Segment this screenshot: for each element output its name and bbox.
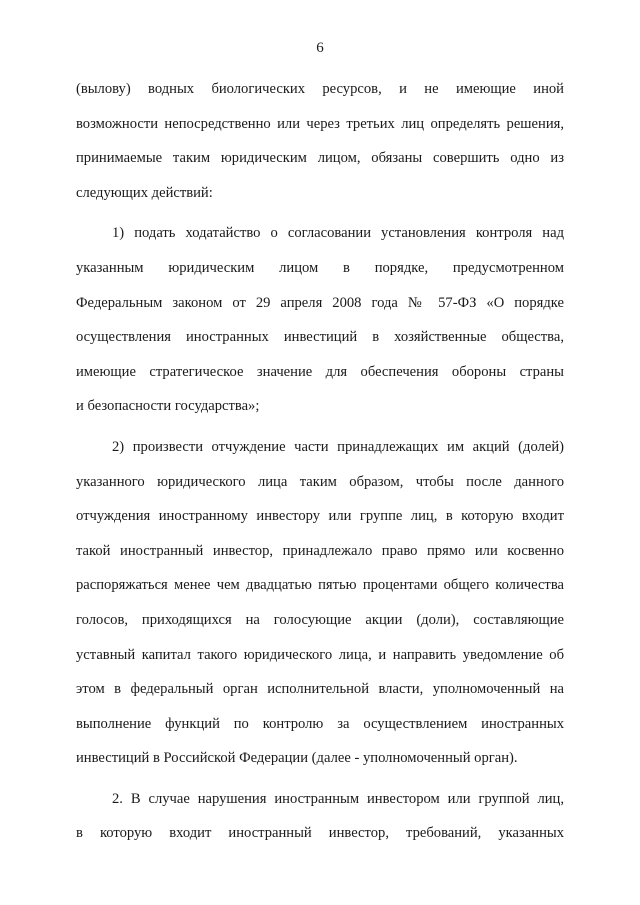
text-line: голосов, приходящихся на голосующие акции (доли), составляющие (76, 611, 564, 628)
text-line: 2. В случае нарушения иностранным инвестором или группой лиц, (112, 790, 564, 807)
page-number: 6 (316, 40, 324, 56)
text-line: такой иностранный инвестор, принадлежало право прямо или косвенно (76, 542, 564, 559)
text-line: инвестиций в Российской Федерации (далее - уполномоченный орган). (76, 750, 518, 767)
text-line: и безопасности государства»; (76, 398, 260, 415)
text-line: возможности непосредственно или через третьих лиц определять решения, (76, 115, 564, 132)
text-line: указанного юридического лица таким образом, чтобы после данного (76, 473, 564, 490)
text-line: этом в федеральный орган исполнительной власти, уполномоченный на (76, 681, 564, 698)
text-line: 1) подать ходатайство о согласовании установления контроля над (112, 225, 564, 242)
text-line: Федеральным законом от 29 апреля 2008 года № 57-ФЗ «О порядке (76, 294, 564, 311)
text-line: отчуждения иностранному инвестору или группе лиц, в которую входит (76, 508, 564, 525)
text-line: 2) произвести отчуждение части принадлежащих им акций (долей) (112, 438, 564, 455)
text-line: принимаемые таким юридическим лицом, обязаны совершить одно из (76, 150, 564, 167)
text-line: следующих действий: (76, 184, 213, 201)
text-line: (вылову) водных биологических ресурсов, и не имеющие иной (76, 81, 564, 97)
text-line: осуществления иностранных инвестиций в хозяйственные общества, (76, 329, 564, 346)
text-line: распоряжаться менее чем двадцатью пятью процентами общего количества (76, 577, 564, 594)
text-line: выполнение функций по контролю за осуществлением иностранных (76, 715, 564, 732)
text-line: имеющие стратегическое значение для обеспечения обороны страны (76, 363, 564, 380)
text-line: уставный капитал такого юридического лица, и направить уведомление об (76, 646, 564, 663)
text-line: указанным юридическим лицом в порядке, предусмотренном (76, 259, 564, 276)
text-line: в которую входит иностранный инвестор, требований, указанных (76, 825, 564, 842)
document-body (76, 72, 564, 851)
